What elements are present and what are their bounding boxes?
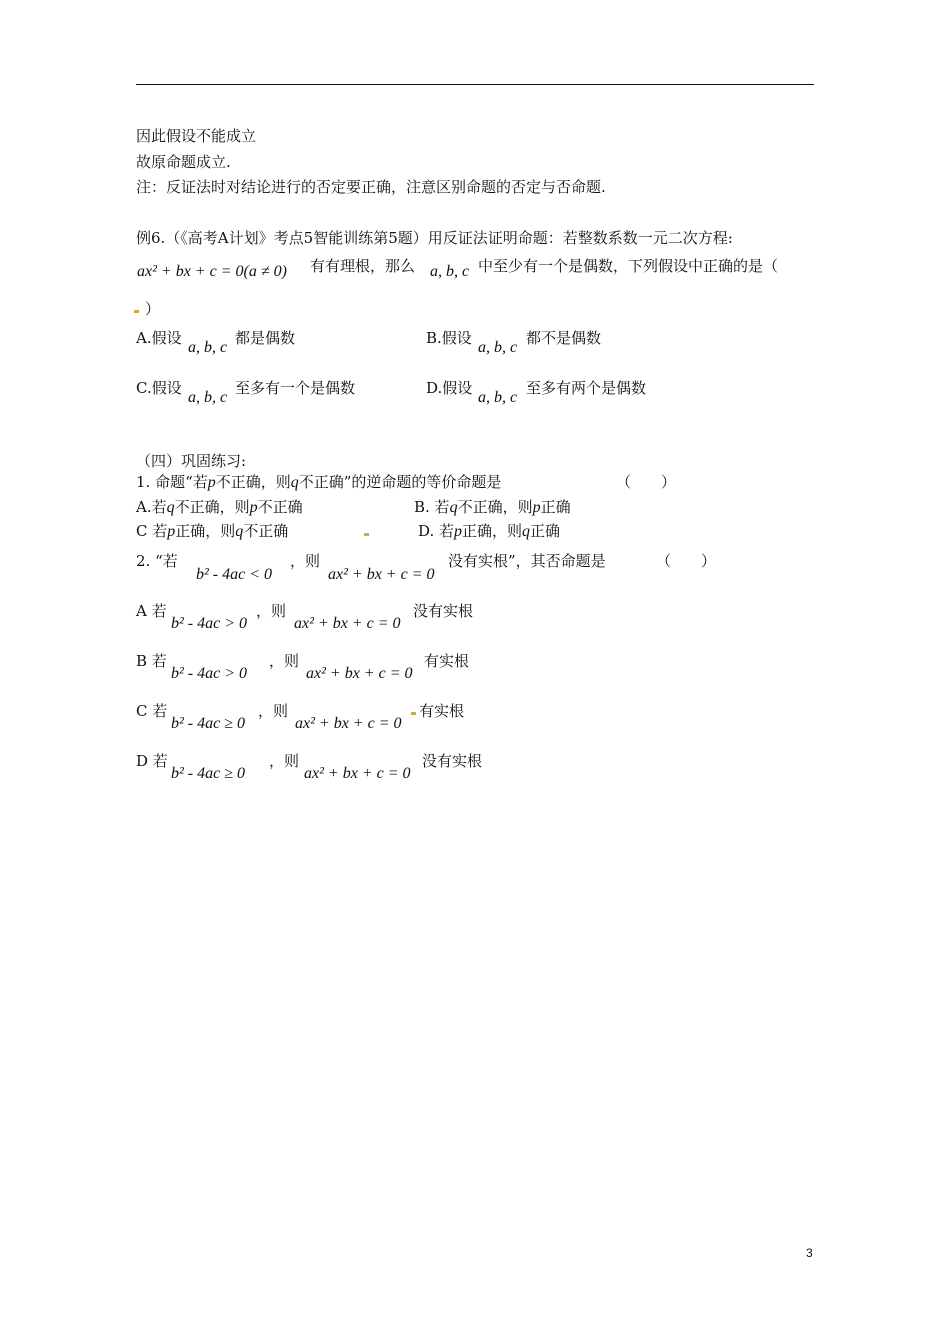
equation: ax² + bx + c = 0(a ≠ 0)	[137, 263, 287, 280]
option-d-vars: a, b, c	[478, 389, 518, 406]
text-fragment: 中至少有一个是偶数，下列假设中正确的是（	[478, 257, 779, 275]
q2-option-c-label: C 若	[136, 702, 168, 720]
q1-stem: 1. 命题“若p不正确，则q不正确”的逆命题的等价命题是	[136, 473, 502, 491]
q2-answer-blank: （ ）	[656, 552, 717, 570]
note-line: 注：反证法时对结论进行的否定要正确，注意区别命题的否定与否命题.	[136, 178, 606, 196]
q2-option-d-eq: ax² + bx + c = 0	[304, 765, 411, 782]
q2-option-c-eq: ax² + bx + c = 0	[295, 715, 402, 732]
text-fragment: ）	[145, 300, 161, 318]
q2-option-a-eq: ax² + bx + c = 0	[294, 615, 401, 632]
header-rule	[136, 84, 814, 85]
text-fragment: ，则	[290, 552, 321, 570]
q2-option-a-label: A 若	[136, 602, 167, 620]
option-b-label: B.假设	[426, 329, 472, 347]
text-fragment: ，则	[269, 652, 300, 670]
q2-option-c-result: 有实根	[419, 702, 465, 720]
option-c-label: C.假设	[136, 379, 182, 397]
text-fragment: ，则	[269, 752, 300, 770]
option-b-vars: a, b, c	[478, 339, 518, 356]
text-fragment: ，则	[258, 702, 289, 720]
example6-stem: 例6.（《高考A计划》考点5智能训练第5题）用反证法证明命题：若整数系数一元二次方程:	[136, 229, 733, 247]
stray-mark	[364, 533, 369, 536]
q1-answer-blank: （ ）	[616, 473, 677, 491]
option-a-label: A.假设	[136, 329, 182, 347]
q1-option-d: D. 若p正确，则q正确	[418, 522, 561, 540]
text-fragment: 没有实根”，其否命题是	[448, 552, 606, 570]
q2-condition: b² - 4ac < 0	[196, 566, 273, 583]
q2-option-b-result: 有实根	[424, 652, 470, 670]
q2-option-b-label: B 若	[136, 652, 167, 670]
q2-option-d-label: D 若	[136, 752, 168, 770]
option-a-vars: a, b, c	[188, 339, 228, 356]
option-d-text: 至多有两个是偶数	[526, 379, 647, 397]
option-a-text: 都是偶数	[235, 329, 296, 347]
q2-option-d-cond: b² - 4ac ≥ 0	[171, 765, 246, 782]
option-c-text: 至多有一个是偶数	[235, 379, 356, 397]
section-heading: （四）巩固练习:	[136, 452, 247, 470]
q1-option-a: A.若q不正确，则p不正确	[136, 498, 303, 516]
option-c-vars: a, b, c	[188, 389, 228, 406]
q2-option-b-cond: b² - 4ac > 0	[171, 665, 248, 682]
q2-equation: ax² + bx + c = 0	[328, 566, 435, 583]
q2-option-d-result: 没有实根	[422, 752, 483, 770]
page-number: 3	[806, 1246, 813, 1260]
variables: a, b, c	[430, 263, 470, 280]
stray-mark	[134, 310, 139, 313]
q2-option-c-cond: b² - 4ac ≥ 0	[171, 715, 246, 732]
q2-option-a-result: 没有实根	[413, 602, 474, 620]
q1-option-b: B. 若q不正确，则p正确	[414, 498, 571, 516]
text-fragment: 有有理根，那么	[310, 257, 416, 275]
text-line: 因此假设不能成立	[136, 127, 257, 145]
text-line: 故原命题成立.	[136, 153, 231, 171]
q2-option-b-eq: ax² + bx + c = 0	[306, 665, 413, 682]
option-b-text: 都不是偶数	[526, 329, 602, 347]
q1-option-c: C 若p正确，则q不正确	[136, 522, 289, 540]
stray-mark	[411, 712, 416, 715]
option-d-label: D.假设	[426, 379, 473, 397]
q2-option-a-cond: b² - 4ac > 0	[171, 615, 248, 632]
q2-stem-start: 2. “若	[136, 552, 178, 570]
text-fragment: ，则	[256, 602, 287, 620]
